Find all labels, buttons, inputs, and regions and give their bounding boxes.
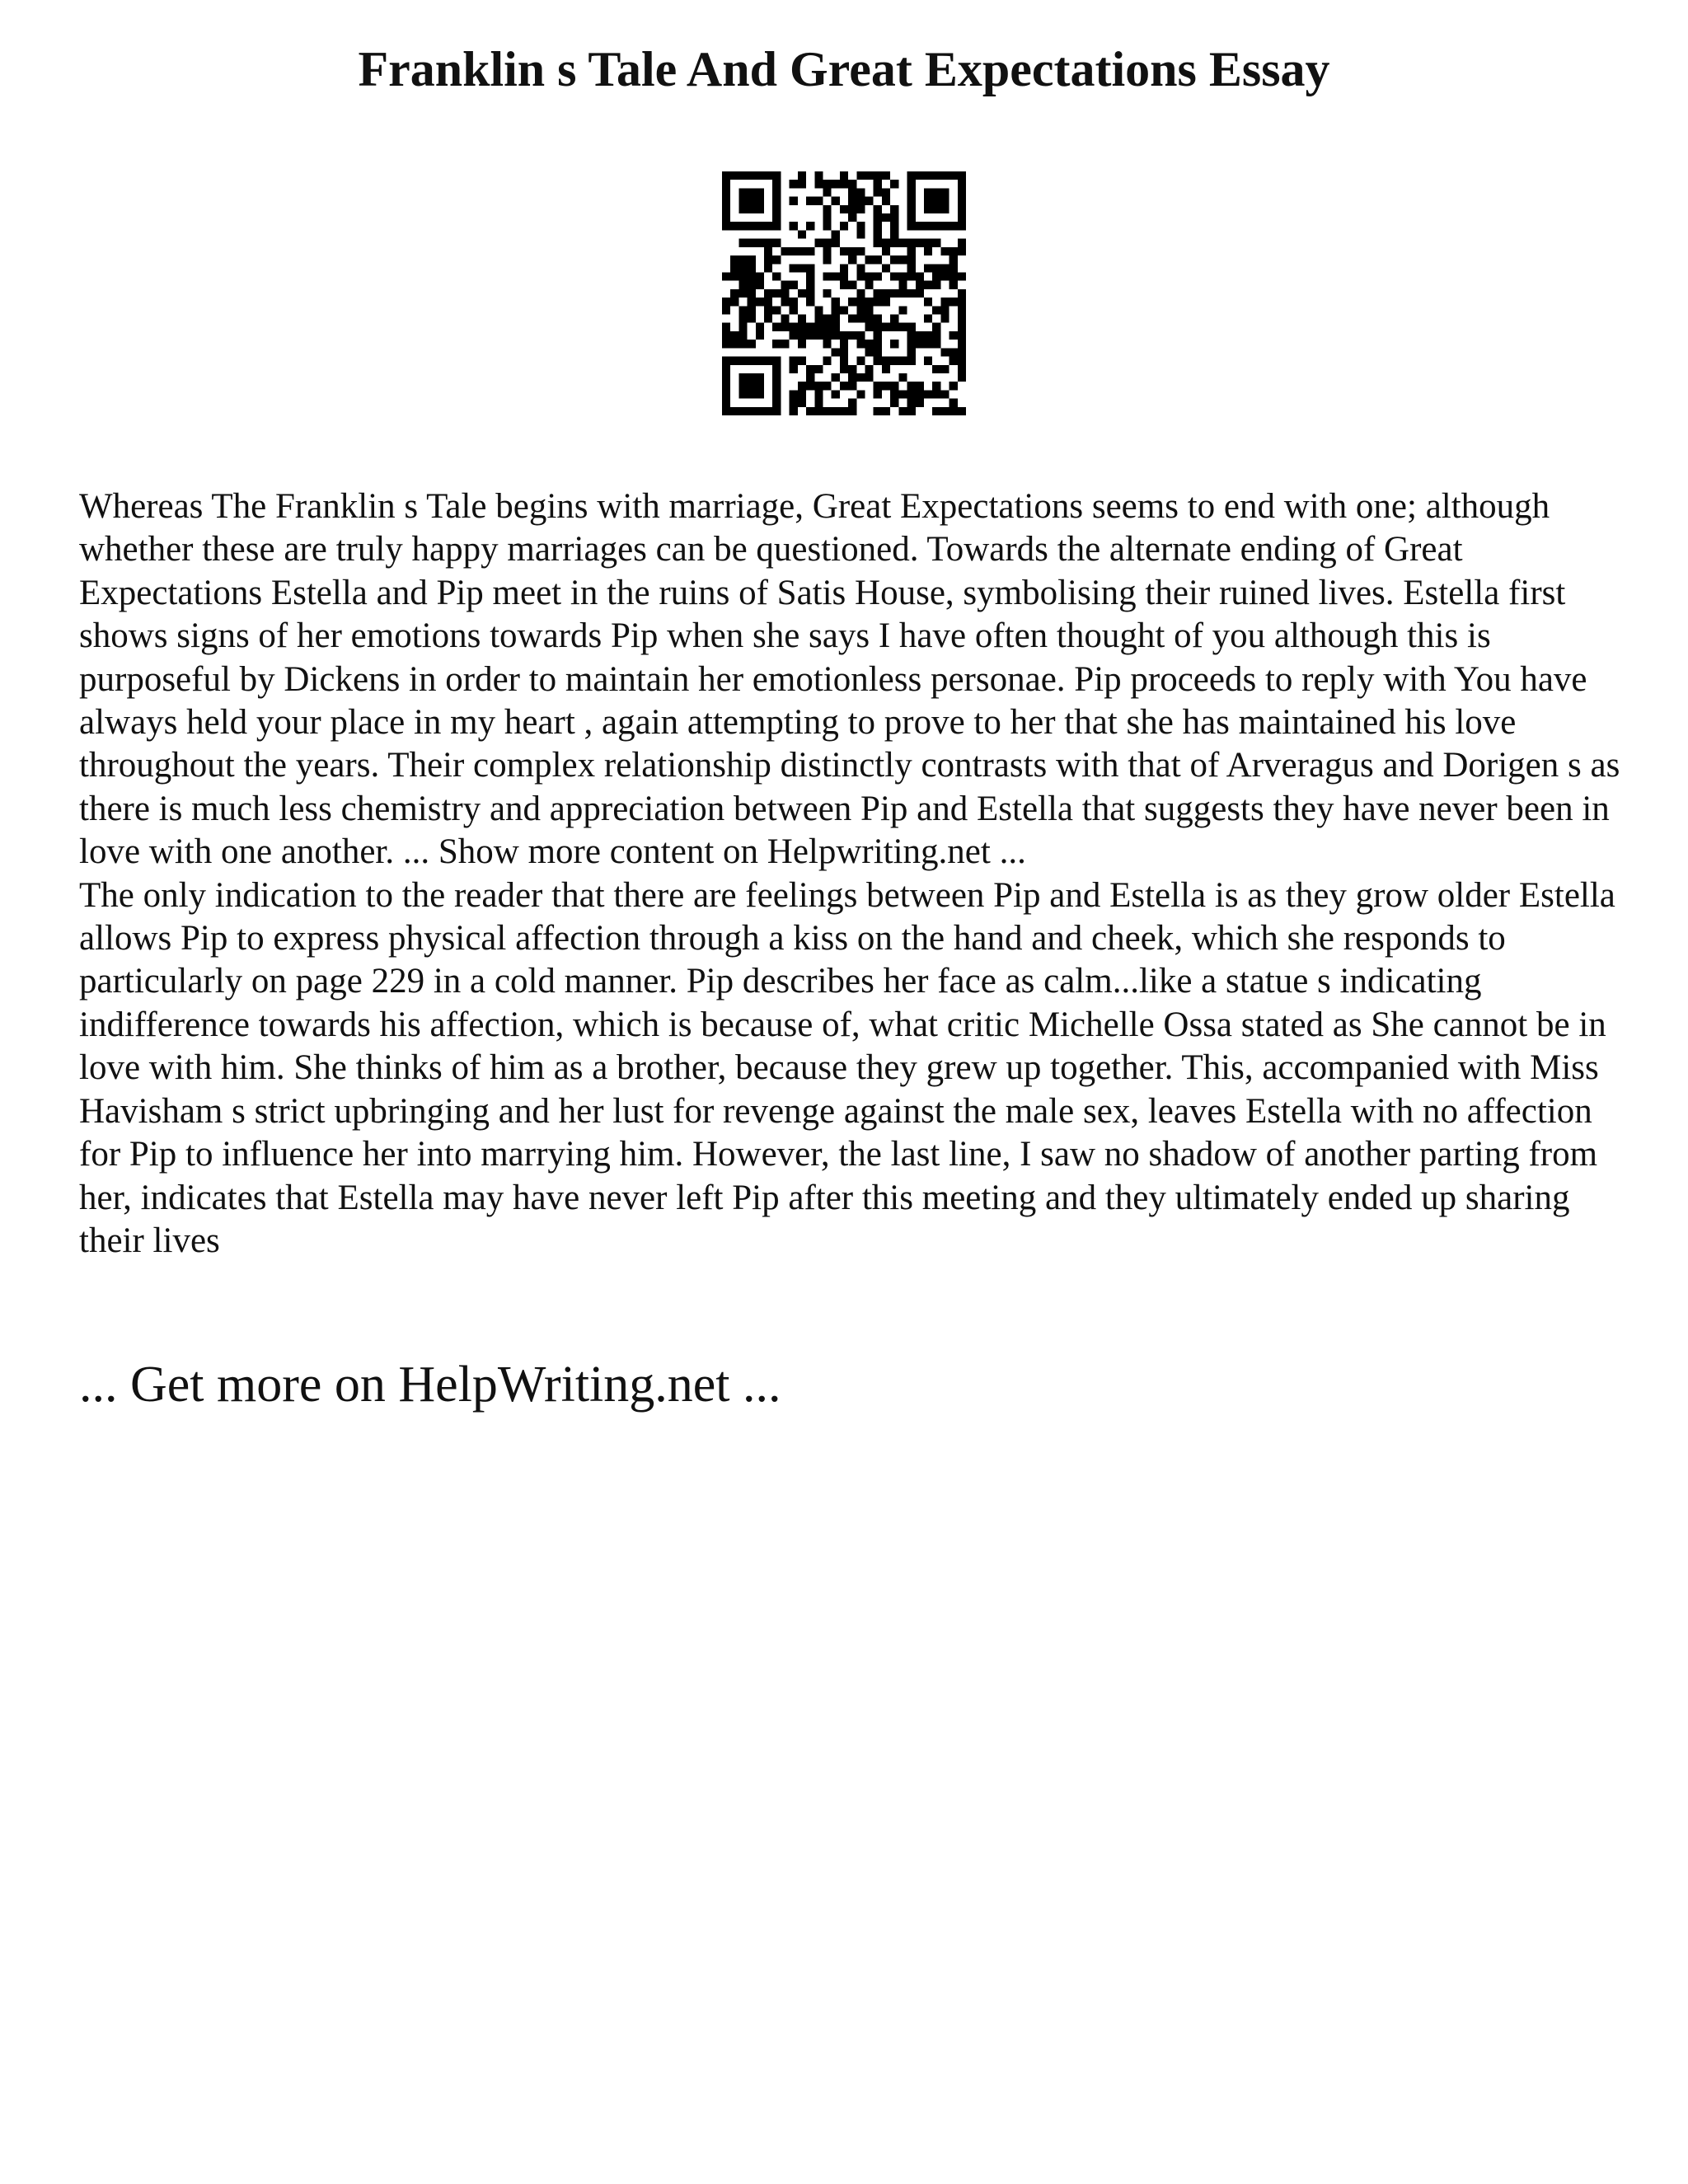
qr-code-icon [722,171,966,415]
essay-body [79,485,1620,1263]
page-title: Franklin s Tale And Great Expectations Essay [358,42,1330,96]
essay-paragraph-1: Whereas The Franklin s Tale begins with marriage, Great Expectations seems to end with one; although whether these are truly happy marriages can be questioned. Towards the alternate ending of Great Expectations Estella and Pip meet in the ruins of Satis House, symbolising their ruined lives. Estella first shows signs of her emotions towards Pip when she says I have often thought of you although this is purposeful by Dickens in order to maintain her emotionless personae. Pip proceeds to reply with You have always held your place in my heart , again attempting to prove to her that she has maintained his love throughout the years. Their complex relationship distinctly contrasts with that of Arveragus and Dorigen s as there is much less chemistry and appreciation between Pip and Estella that suggests they have never been in love with one another. ... Show more content on Helpwriting.net ... [79,487,1620,872]
qr-code-graphic [722,171,966,415]
essay-paragraph-2: The only indication to the reader that there are feelings between Pip and Estella is as they grow older Estella allows Pip to express physical affection through a kiss on the hand and cheek, which she responds to particularly on page 229 in a cold manner. Pip describes her face as calm...like a statue s indicating indifference towards his affection, which is because of, what critic Michelle Ossa stated as She cannot be in love with him. She thinks of him as a brother, because they grew up together. This, accompanied with Miss Havisham s strict upbringing and her lust for revenge against the male sex, leaves Estella with no affection for Pip to influence her into marrying him. However, the last line, I saw no shadow of another parting from her, indicates that Estella may have never left Pip after this meeting and they ultimately ended up sharing their lives [79,875,1615,1260]
get-more-link[interactable]: ... Get more on HelpWriting.net ... [79,1357,781,1413]
